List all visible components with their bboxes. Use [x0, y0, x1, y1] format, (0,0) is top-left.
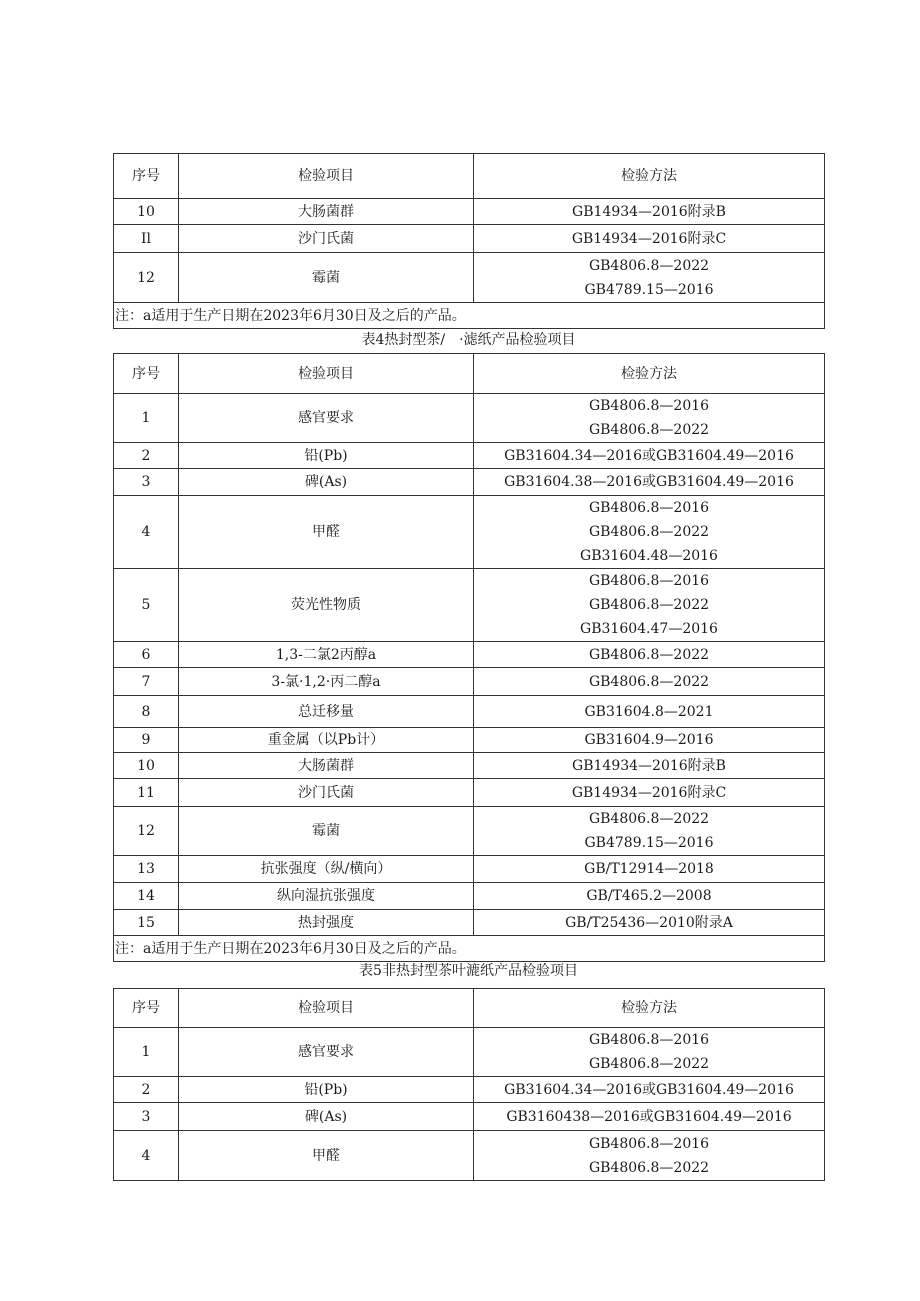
- row-item: 重金属（以Pb计）: [179, 728, 474, 753]
- row-item: 甲醛: [179, 496, 474, 569]
- header-no: 序号: [114, 154, 179, 199]
- row-no: 3: [114, 469, 179, 496]
- table-row: [114, 1131, 825, 1181]
- row-method: [474, 469, 825, 496]
- row-method: [474, 883, 825, 910]
- row-item: 热封强度: [179, 910, 474, 936]
- method-line: GB4789.15—2016: [584, 281, 714, 298]
- row-no: 1: [114, 394, 179, 443]
- table-row: [114, 1028, 825, 1077]
- table5: [113, 988, 825, 1181]
- method-line: GB31604.38—2016或GB31604.49—2016: [504, 474, 794, 490]
- row-method: [474, 443, 825, 469]
- row-no: 12: [114, 253, 179, 303]
- table-row: [114, 1077, 825, 1103]
- row-method: [474, 753, 825, 779]
- table-row: [114, 728, 825, 753]
- row-method: [474, 779, 825, 807]
- table5-caption: 表5非热封型茶叶漉纸产品检验项目: [359, 963, 578, 979]
- table-row: [114, 807, 825, 856]
- row-no: Il: [114, 225, 179, 253]
- row-item: 感官要求: [179, 394, 474, 443]
- method-line: GB4806.8—2016: [588, 1135, 710, 1152]
- method-line: GB31604.34—2016或GB31604.49—2016: [504, 447, 794, 464]
- row-method: [474, 253, 825, 303]
- row-no: 10: [114, 753, 179, 779]
- row-item: 总迁移量: [179, 696, 474, 728]
- row-item: 碑(As): [179, 1103, 474, 1131]
- row-method: [474, 668, 825, 696]
- header-no: 序号: [114, 989, 179, 1028]
- row-item: 荧光性物质: [179, 569, 474, 642]
- row-no: 13: [114, 856, 179, 883]
- row-no: 10: [114, 199, 179, 225]
- table-row: [114, 779, 825, 807]
- header-item: 检验项目: [179, 989, 474, 1028]
- row-method: [474, 1103, 825, 1131]
- table-row: [114, 569, 825, 642]
- row-method: [474, 807, 825, 856]
- table-row: [114, 496, 825, 569]
- row-method: [474, 1028, 825, 1077]
- row-no: 8: [114, 696, 179, 728]
- table4: [113, 353, 825, 962]
- table3-continued: [113, 153, 825, 329]
- method-line: GB31604.9—2016: [584, 732, 714, 748]
- row-item: 甲醛: [179, 1131, 474, 1181]
- table-header-row: [114, 154, 825, 199]
- table-row: [114, 199, 825, 225]
- table-row: [114, 910, 825, 936]
- table-note: 注：a适用于生产日期在2023年6月30日及之后的产品。: [114, 936, 825, 962]
- row-no: 1: [114, 1028, 179, 1077]
- method-line: GB4806.8—2016: [588, 1032, 710, 1048]
- method-line: GB31604.47—2016: [580, 621, 718, 637]
- method-line: GB14934—2016附录B: [572, 757, 726, 774]
- table-row: [114, 642, 825, 668]
- row-no: 15: [114, 910, 179, 936]
- row-no: 14: [114, 883, 179, 910]
- table-note: 注：a适用于生产日期在2023年6月30日及之后的产品。: [114, 303, 825, 329]
- method-line: GB/T12914—2018: [584, 861, 714, 877]
- row-method: [474, 569, 825, 642]
- method-line: GB4806.8—2016: [588, 500, 710, 516]
- method-line: GB4806.8—2022: [588, 673, 710, 690]
- method-line: GB4806.8—2016: [588, 573, 710, 589]
- method-line: GB/T25436—2010附录A: [565, 914, 733, 931]
- row-item: 铅(Pb): [179, 1077, 474, 1103]
- table-row: [114, 253, 825, 303]
- row-no: 12: [114, 807, 179, 856]
- method-line: GB4806.8—2022: [588, 524, 710, 540]
- table-row: [114, 469, 825, 496]
- table-row: [114, 668, 825, 696]
- row-item: 铅(Pb): [179, 443, 474, 469]
- table-row: [114, 225, 825, 253]
- row-no: 4: [114, 496, 179, 569]
- method-line: GB14934—2016附录B: [572, 203, 726, 220]
- table-row: [114, 1103, 825, 1131]
- row-item: 碑(As): [179, 469, 474, 496]
- table-header-row: [114, 989, 825, 1028]
- row-item: 沙门氏菌: [179, 779, 474, 807]
- row-item: 感官要求: [179, 1028, 474, 1077]
- header-item: 检验项目: [179, 354, 474, 394]
- method-line: GB4806.8—2022: [588, 257, 710, 274]
- row-item: 大肠菌群: [179, 199, 474, 225]
- note-row: [114, 303, 825, 329]
- row-method: [474, 1077, 825, 1103]
- header-no: 序号: [114, 354, 179, 394]
- method-line: GB31604.34—2016或GB31604.49—2016: [504, 1081, 794, 1098]
- table-row: [114, 883, 825, 910]
- header-item: 检验项目: [179, 154, 474, 199]
- row-no: 9: [114, 728, 179, 753]
- method-line: GB31604.48—2016: [580, 548, 718, 564]
- method-line: GB4806.8—2022: [588, 1056, 710, 1072]
- row-no: 6: [114, 642, 179, 668]
- row-method: [474, 1131, 825, 1181]
- method-line: GB4806.8—2022: [588, 422, 710, 438]
- row-item: 纵向湿抗张强度: [179, 883, 474, 910]
- row-item: 3-氯·1,2·丙二醇a: [179, 668, 474, 696]
- table-row: [114, 753, 825, 779]
- row-no: 4: [114, 1131, 179, 1181]
- row-method: [474, 696, 825, 728]
- row-method: [474, 642, 825, 668]
- method-line: GB4806.8—2022: [588, 646, 710, 663]
- method-line: GB31604.8—2021: [584, 703, 714, 720]
- header-method: 检验方法: [474, 354, 825, 394]
- row-method: [474, 225, 825, 253]
- table-header-row: [114, 354, 825, 394]
- row-no: 11: [114, 779, 179, 807]
- row-item: 抗张强度（纵/横向）: [179, 856, 474, 883]
- row-item: 霉菌: [179, 253, 474, 303]
- header-method: 检验方法: [474, 989, 825, 1028]
- row-item: 霉菌: [179, 807, 474, 856]
- method-line: GB4806.8—2022: [588, 1159, 710, 1176]
- row-no: 5: [114, 569, 179, 642]
- method-line: GB4806.8—2016: [588, 398, 710, 414]
- method-line: GB14934—2016附录C: [571, 784, 727, 801]
- method-line: GB4806.8—2022: [588, 597, 710, 613]
- row-no: 2: [114, 443, 179, 469]
- row-no: 7: [114, 668, 179, 696]
- row-item: 沙门氏菌: [179, 225, 474, 253]
- method-line: GB3160438—2016或GB31604.49—2016: [506, 1108, 792, 1125]
- row-method: [474, 728, 825, 753]
- table-row: [114, 696, 825, 728]
- table-row: [114, 443, 825, 469]
- row-method: [474, 856, 825, 883]
- header-method: 检验方法: [474, 154, 825, 199]
- row-method: [474, 496, 825, 569]
- method-line: GB14934—2016附录C: [571, 230, 727, 247]
- table-row: [114, 856, 825, 883]
- row-method: [474, 910, 825, 936]
- method-line: GB/T465.2—2008: [586, 888, 712, 904]
- row-method: [474, 394, 825, 443]
- row-no: 2: [114, 1077, 179, 1103]
- row-no: 3: [114, 1103, 179, 1131]
- row-method: [474, 199, 825, 225]
- method-line: GB4789.15—2016: [584, 835, 714, 851]
- note-row: [114, 936, 825, 962]
- table-row: [114, 394, 825, 443]
- table4-caption: 表4热封型茶/ ·滤纸产品检验项目: [361, 332, 576, 348]
- row-item: 大肠菌群: [179, 753, 474, 779]
- row-item: 1,3-二氯2丙醇a: [179, 642, 474, 668]
- method-line: GB4806.8—2022: [588, 811, 710, 827]
